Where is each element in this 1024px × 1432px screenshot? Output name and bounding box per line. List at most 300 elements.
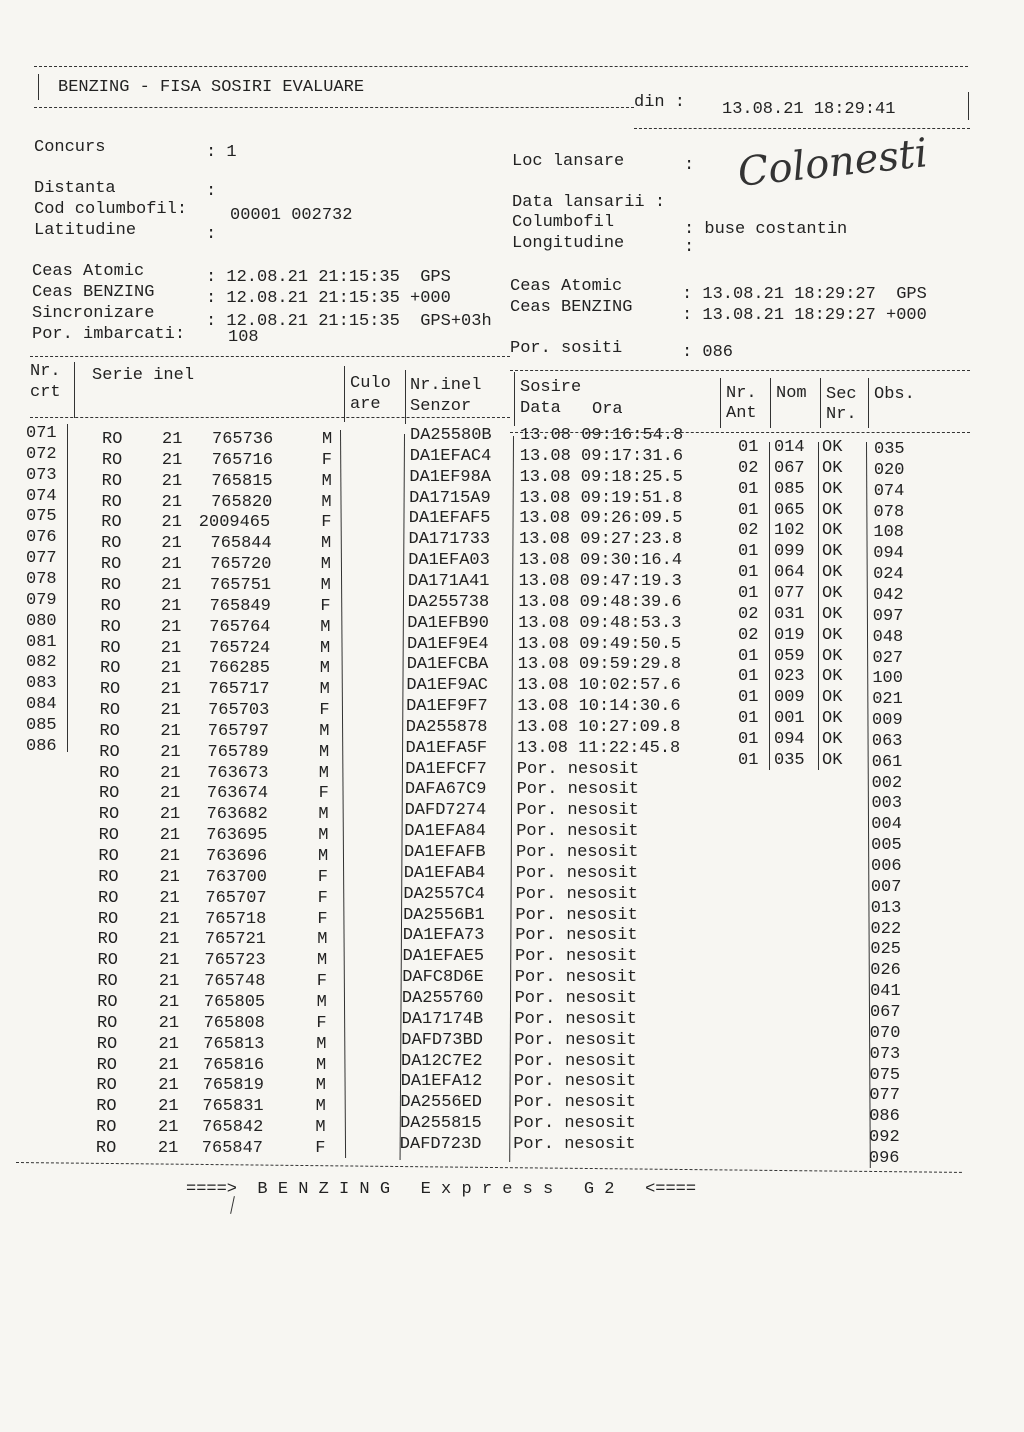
- row-nom: 014: [774, 438, 805, 457]
- row-sec: OK: [822, 458, 843, 478]
- row-obs: 078: [873, 502, 905, 522]
- row-ant: 01: [738, 667, 759, 687]
- row-tara: RO: [101, 471, 123, 491]
- row-tara: RO: [99, 721, 120, 741]
- row-an: 21: [158, 1013, 180, 1033]
- row-sosire: 13.08 11:22:45.8: [517, 738, 681, 758]
- columbofil-label: Columbofil: [512, 213, 615, 232]
- row-tara: RO: [97, 951, 118, 971]
- row-an: 21: [159, 909, 180, 929]
- row-an: 21: [161, 534, 182, 554]
- row-obs: 024: [873, 565, 904, 585]
- ceas-benzing-left-label: Ceas BENZING: [32, 283, 155, 302]
- row-nom: 099: [774, 542, 805, 562]
- row-sex: F: [317, 909, 328, 929]
- columbofil-value: : buse costantin: [684, 220, 848, 239]
- col-nr-inel: Nr.inel: [410, 376, 482, 395]
- row-ant: 01: [738, 646, 759, 666]
- row-tara: RO: [97, 909, 119, 929]
- row-nom: 059: [774, 646, 805, 666]
- row-tara: RO: [97, 992, 118, 1012]
- row-obs: 042: [872, 585, 904, 605]
- row-obs: 074: [873, 481, 905, 501]
- longitudine-value: :: [684, 238, 695, 257]
- row-sec: OK: [822, 542, 843, 562]
- row-tara: RO: [99, 742, 120, 762]
- row-senzor: DAFD7274: [404, 801, 487, 821]
- row-tara: RO: [98, 888, 119, 908]
- row-senzor: DA1EFAF5: [408, 509, 491, 529]
- row-tara: RO: [97, 972, 118, 992]
- row-obs: 013: [870, 898, 902, 918]
- row-an: 21: [159, 951, 180, 971]
- latitudine-value: :: [206, 225, 217, 244]
- row-senzor: DA1EFA73: [402, 926, 485, 946]
- row-senzor: DA1715A9: [409, 488, 491, 508]
- row-sosire: 13.08 09:48:53.3: [518, 613, 682, 633]
- report-date-value: 13.08.21 18:29:41: [722, 100, 896, 119]
- row-senzor: DA1EFA84: [404, 822, 486, 842]
- row-obs: 067: [869, 1002, 901, 1022]
- col-sec: Sec: [826, 385, 857, 404]
- row-sex: M: [320, 617, 331, 637]
- row-tara: RO: [101, 534, 122, 554]
- row-sex: M: [319, 659, 330, 679]
- row-tara: RO: [100, 659, 121, 679]
- row-sec: OK: [822, 438, 843, 457]
- row-sec: OK: [822, 729, 843, 749]
- row-tara: RO: [100, 555, 122, 575]
- cod-columbofil-value: 00001 002732: [230, 206, 353, 225]
- row-obs: 077: [869, 1086, 900, 1106]
- hdr-sep-3: [405, 370, 406, 424]
- row-senzor: DA12C7E2: [401, 1051, 483, 1071]
- row-tara: RO: [101, 450, 123, 470]
- row-sosire: 13.08 10:02:57.6: [517, 676, 681, 696]
- row-sec: OK: [822, 604, 843, 624]
- row-sec: OK: [822, 750, 843, 770]
- col-nr-ant-1: Nr.: [726, 384, 757, 403]
- hdr-sep-5: [720, 378, 721, 428]
- row-an: 21: [158, 1097, 179, 1117]
- row-sex: F: [317, 888, 328, 908]
- row-senzor: DA1EFA03: [408, 551, 490, 571]
- row-nr: 078: [26, 569, 57, 589]
- row-senzor: DA255815: [400, 1114, 482, 1134]
- row-senzor: DA2556B1: [403, 905, 485, 925]
- row-sosire: Por. nesosit: [513, 1072, 637, 1092]
- row-inel: 765797: [207, 721, 270, 741]
- row-nr: 079: [26, 590, 57, 610]
- row-senzor: DA1EFAFB: [404, 843, 486, 862]
- row-nr: 075: [26, 507, 57, 527]
- row-sosire: Por. nesosit: [514, 1030, 637, 1050]
- row-nom: 009: [774, 688, 805, 708]
- col-nr: Nr.: [30, 362, 61, 381]
- row-tara: RO: [96, 1118, 117, 1138]
- row-tara: RO: [98, 826, 119, 846]
- row-nr: 084: [26, 695, 57, 715]
- row-tara: RO: [98, 847, 119, 866]
- row-inel: 765831: [202, 1097, 264, 1117]
- row-inel: 763673: [207, 763, 269, 783]
- row-an: 21: [161, 513, 182, 533]
- row-senzor: DAFD723D: [399, 1134, 482, 1154]
- table-top-rule-right: [510, 370, 970, 371]
- longitudine-label: Longitudine: [512, 234, 625, 253]
- row-senzor: DA171733: [408, 530, 491, 550]
- row-sex: M: [316, 1034, 327, 1054]
- row-nr: 082: [26, 653, 57, 673]
- row-sosire: Por. nesosit: [514, 1051, 637, 1071]
- row-sosire: Por. nesosit: [516, 822, 639, 842]
- row-obs: 022: [870, 919, 902, 939]
- row-tara: RO: [96, 1055, 117, 1075]
- report-date-label: din :: [634, 93, 686, 112]
- row-an: 21: [161, 450, 183, 470]
- row-senzor: DA1EF98A: [409, 467, 492, 487]
- cod-columbofil-label: Cod columbofil:: [34, 200, 188, 219]
- table-row: [0, 1130, 1000, 1168]
- hdr-sep-7: [820, 378, 821, 428]
- row-obs: 063: [871, 731, 903, 751]
- row-ant: 01: [738, 542, 759, 562]
- table-top-rule-left: [30, 356, 510, 357]
- row-sex: M: [315, 1076, 326, 1096]
- ceas-atomic-right-label: Ceas Atomic: [510, 277, 623, 296]
- row-tara: RO: [96, 1034, 118, 1054]
- row-sex: F: [319, 701, 330, 721]
- row-obs: 061: [871, 752, 903, 772]
- row-tara: RO: [98, 784, 120, 804]
- row-inel: 765764: [209, 617, 271, 637]
- row-sosire: Por. nesosit: [516, 801, 639, 821]
- ceas-benzing-right-value: : 13.08.21 18:29:27 +000: [682, 306, 927, 325]
- row-senzor: DA1EFAB4: [403, 863, 486, 883]
- row-sosire: Por. nesosit: [513, 1093, 637, 1113]
- row-nr: 071: [26, 424, 57, 443]
- row-ant: 01: [738, 563, 759, 583]
- row-obs: 009: [872, 711, 903, 731]
- row-senzor: DA1EFA5F: [405, 738, 488, 758]
- row-senzor: DA255878: [405, 717, 488, 737]
- row-sosire: 13.08 10:27:09.8: [517, 717, 681, 737]
- ceas-atomic-left-value: : 12.08.21 21:15:35 GPS: [206, 268, 451, 287]
- row-inel: 765718: [205, 909, 267, 929]
- row-sex: M: [320, 575, 331, 595]
- imbarcati-value: 108: [228, 328, 259, 347]
- row-nom: 064: [774, 563, 805, 583]
- row-an: 21: [159, 784, 181, 804]
- row-ant: 02: [738, 625, 759, 645]
- row-tara: RO: [100, 617, 121, 637]
- row-nr: 085: [26, 715, 57, 735]
- row-sex: M: [319, 680, 330, 700]
- row-senzor: DA25580B: [410, 426, 492, 445]
- row-an: 21: [161, 492, 183, 512]
- row-sex: M: [319, 721, 330, 741]
- row-an: 21: [159, 930, 180, 950]
- row-tara: RO: [97, 930, 119, 950]
- row-inel: 766285: [208, 659, 270, 679]
- row-ant: 01: [738, 729, 759, 749]
- row-inel: 765716: [211, 450, 273, 470]
- row-nom: 019: [774, 625, 805, 645]
- ceas-atomic-right-value: : 13.08.21 18:29:27 GPS: [682, 285, 927, 304]
- row-obs: 108: [873, 523, 904, 543]
- row-nr: 086: [26, 736, 57, 756]
- row-obs: 021: [872, 690, 903, 710]
- row-obs: 070: [869, 1023, 901, 1043]
- col-serie-inel: Serie inel: [92, 366, 195, 385]
- row-an: 21: [160, 701, 181, 721]
- row-senzor: DA2556ED: [400, 1093, 483, 1113]
- col-are: are: [350, 395, 381, 414]
- row-sex: M: [318, 805, 329, 825]
- row-senzor: DA255760: [401, 988, 484, 1008]
- row-sex: M: [317, 951, 328, 971]
- row-an: 21: [158, 992, 180, 1012]
- header-bottom-rule: [634, 128, 970, 129]
- row-inel: 763695: [206, 826, 268, 846]
- ceas-benzing-right-label: Ceas BENZING: [510, 298, 633, 317]
- imbarcati-label: Por. imbarcati:: [32, 325, 186, 344]
- row-nom: 094: [774, 729, 805, 749]
- row-sosire: Por. nesosit: [514, 988, 638, 1008]
- row-sex: M: [318, 826, 329, 846]
- row-sex: F: [320, 596, 331, 616]
- row-sec: OK: [822, 646, 843, 666]
- row-an: 21: [160, 721, 181, 741]
- row-an: 21: [157, 1138, 179, 1158]
- row-tara: RO: [99, 763, 120, 783]
- row-sec: OK: [822, 500, 843, 520]
- row-an: 21: [159, 867, 180, 887]
- col-ora: Ora: [592, 400, 623, 419]
- col-crt: crt: [30, 383, 61, 402]
- hdr-sep-2: [344, 366, 345, 422]
- report-title: BENZING - FISA SOSIRI EVALUARE: [58, 78, 365, 97]
- row-senzor: DA1EFAE5: [402, 947, 485, 967]
- row-obs: 025: [870, 940, 901, 960]
- header-mid-rule: [34, 107, 634, 108]
- row-sosire: Por. nesosit: [516, 759, 640, 779]
- row-sosire: Por. nesosit: [515, 926, 638, 946]
- hdr-sep-4: [514, 372, 515, 426]
- row-obs: 020: [873, 460, 905, 480]
- row-sex: M: [321, 471, 332, 491]
- row-obs: 086: [869, 1107, 900, 1127]
- row-an: 21: [160, 617, 182, 637]
- row-ant: 01: [738, 500, 759, 520]
- row-tara: RO: [101, 492, 122, 512]
- row-an: 21: [159, 847, 180, 866]
- row-inel: 765816: [203, 1055, 265, 1075]
- row-inel: 763674: [206, 784, 269, 804]
- row-obs: 075: [869, 1065, 901, 1085]
- row-sosire: 13.08 10:14:30.6: [517, 697, 681, 717]
- row-senzor: DA255738: [407, 592, 490, 612]
- row-inel: 765820: [211, 492, 273, 512]
- row-obs: 026: [870, 961, 901, 981]
- row-an: 21: [161, 596, 182, 616]
- row-senzor: DAFD73BD: [401, 1030, 483, 1050]
- row-inel: 765736: [212, 430, 274, 449]
- row-ant: 02: [738, 458, 759, 478]
- row-inel: 765724: [209, 638, 271, 658]
- hdr-sep-8: [868, 378, 869, 428]
- row-obs: 073: [869, 1044, 901, 1064]
- row-sosire: 13.08 09:27:23.8: [519, 530, 683, 550]
- row-senzor: DA1EF9AC: [406, 676, 489, 696]
- ceas-benzing-left-value: : 12.08.21 21:15:35 +000: [206, 289, 451, 308]
- col-ant: Ant: [726, 404, 757, 423]
- sincronizare-value: : 12.08.21 21:15:35 GPS+03h: [206, 312, 492, 331]
- row-senzor: DAFA67C9: [404, 780, 487, 800]
- row-inel: 765789: [207, 742, 269, 762]
- ceas-atomic-left-label: Ceas Atomic: [32, 262, 145, 281]
- row-sex: M: [322, 430, 333, 449]
- distanta-value: :: [206, 182, 217, 201]
- row-obs: 007: [870, 877, 902, 897]
- row-senzor: DA17174B: [401, 1009, 484, 1029]
- row-inel: 765805: [203, 992, 266, 1012]
- row-ant: 02: [738, 521, 759, 541]
- row-sex: M: [315, 1097, 326, 1117]
- row-sosire: 13.08 09:18:25.5: [519, 467, 683, 487]
- row-sex: M: [316, 992, 327, 1012]
- row-nr: 073: [26, 465, 57, 485]
- hdr-sep-6: [770, 378, 771, 428]
- header-top-rule: [34, 66, 968, 67]
- row-inel: 765703: [208, 701, 270, 721]
- row-an: 21: [160, 763, 181, 783]
- row-sosire: Por. nesosit: [516, 843, 639, 862]
- row-inel: 765844: [210, 534, 272, 554]
- row-obs: 048: [872, 627, 904, 647]
- hdr-sep-1: [74, 362, 75, 418]
- row-tara: RO: [96, 1097, 117, 1117]
- row-sec: OK: [822, 688, 843, 708]
- row-sosire: Por. nesosit: [515, 884, 639, 904]
- row-an: 21: [158, 1034, 179, 1054]
- row-tara: RO: [95, 1138, 117, 1158]
- row-sex: M: [320, 638, 331, 658]
- row-nr: 077: [26, 549, 57, 569]
- row-tara: RO: [100, 638, 121, 658]
- row-sex: F: [318, 784, 329, 804]
- row-sosire: Por. nesosit: [516, 780, 640, 800]
- row-ant: 01: [738, 709, 759, 729]
- row-an: 21: [160, 742, 181, 762]
- row-an: 21: [158, 1118, 179, 1138]
- row-tara: RO: [99, 680, 121, 700]
- row-inel: 765723: [204, 951, 266, 971]
- row-sec: OK: [822, 709, 843, 729]
- col-data: Data: [520, 399, 561, 418]
- row-ant: 01: [738, 750, 759, 770]
- row-sec: OK: [822, 667, 843, 687]
- row-nom: 035: [774, 750, 805, 770]
- row-sosire: 13.08 09:49:50.5: [518, 634, 682, 654]
- row-sex: M: [319, 742, 330, 762]
- row-inel: 765751: [209, 575, 272, 595]
- row-obs: 096: [868, 1148, 900, 1168]
- row-obs: 003: [871, 794, 903, 814]
- row-an: 21: [161, 471, 183, 491]
- row-senzor: DA1EF9F7: [406, 697, 488, 717]
- row-obs: 097: [872, 606, 904, 626]
- row-sex: M: [318, 763, 329, 783]
- row-nom: 001: [774, 709, 805, 729]
- row-tara: RO: [100, 575, 122, 595]
- row-tara: RO: [102, 430, 123, 449]
- row-an: 21: [158, 1055, 179, 1075]
- row-sec: OK: [822, 521, 843, 541]
- row-obs: 094: [873, 544, 904, 564]
- row-obs: 092: [869, 1128, 900, 1148]
- row-sosire: Por. nesosit: [514, 968, 638, 988]
- col-obs: Obs.: [874, 385, 915, 404]
- row-an: 21: [159, 805, 181, 825]
- row-sex: M: [320, 555, 331, 575]
- row-nom: 065: [774, 500, 805, 520]
- row-sosire: 13.08 09:30:16.4: [518, 551, 683, 571]
- row-inel: 763696: [206, 847, 268, 866]
- row-tara: RO: [98, 867, 119, 887]
- row-sosire: 13.08 09:26:09.5: [519, 509, 683, 529]
- row-sosire: Por. nesosit: [513, 1134, 636, 1154]
- row-tara: RO: [96, 1013, 118, 1033]
- row-senzor: DA1EFA12: [400, 1072, 483, 1092]
- concurs-label: Concurs: [34, 138, 106, 157]
- col-culo: Culo: [350, 374, 391, 393]
- row-nr: 083: [26, 674, 57, 694]
- row-inel: 765819: [202, 1076, 264, 1096]
- row-sosire: Por. nesosit: [514, 1009, 637, 1029]
- row-senzor: DA1EFCF7: [405, 759, 487, 779]
- row-an: 21: [161, 555, 182, 575]
- latitudine-label: Latitudine: [34, 221, 137, 240]
- row-sosire: 13.08 09:48:39.6: [518, 592, 682, 612]
- row-obs: 006: [871, 857, 902, 876]
- row-senzor: DA1EF9E4: [407, 634, 489, 654]
- row-inel: 765847: [201, 1138, 264, 1158]
- row-sex: F: [321, 450, 332, 470]
- row-nom: 102: [774, 521, 805, 541]
- row-tara: RO: [98, 805, 120, 825]
- loc-lansare-label: Loc lansare: [512, 152, 625, 171]
- header-left-border: [38, 74, 39, 100]
- row-obs: 005: [871, 836, 902, 856]
- row-sosire: Por. nesosit: [515, 863, 639, 883]
- row-senzor: DA2557C4: [403, 884, 486, 904]
- row-an: 21: [160, 680, 181, 700]
- row-sec: OK: [822, 625, 843, 645]
- table-header-bottom-left: [30, 417, 510, 418]
- row-sosire: 13.08 09:16:54.8: [520, 426, 684, 445]
- row-sex: M: [318, 847, 329, 866]
- row-senzor: DA1EFAC4: [409, 446, 492, 466]
- row-an: 21: [158, 1076, 179, 1096]
- row-sec: OK: [822, 479, 843, 499]
- row-sex: F: [316, 1013, 327, 1033]
- row-nom: 031: [774, 604, 805, 624]
- row-obs: 027: [872, 648, 904, 668]
- row-nom: 077: [774, 583, 805, 603]
- row-nom: 085: [774, 479, 805, 499]
- row-inel: 765721: [204, 930, 267, 950]
